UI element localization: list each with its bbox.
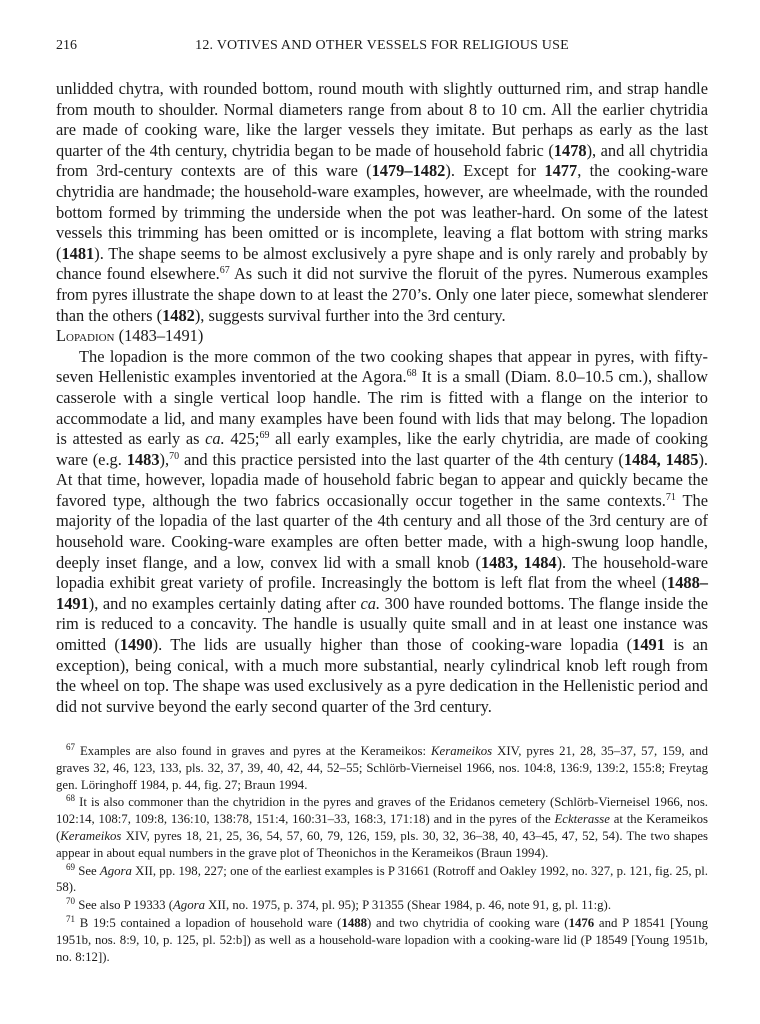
body-text bbox=[56, 79, 708, 717]
footnote-ref[interactable]: 70 bbox=[169, 450, 180, 462]
footnote-71: $^{71}$ B 19:5 contained a lopadion of household ware (1488) and two chytridia of cooking ware (1476 and P 18541 [Young 1951b, nos. 8:9, 10, p. 125, pl. 52:b]) as well as a household-ware lopadion with a cooking-ware lid (P 18549 [Young 1951b, no. 8:12]). bbox=[56, 913, 708, 964]
footnote-69: $^{69}$ See Agora XII, pp. 198, 227; one of the earliest examples is P 31661 (Rotroff and Oakley 1992, no. 327, p. 121, fig. 25, pl. 58). bbox=[56, 861, 708, 895]
footnote-ref[interactable]: 69 bbox=[259, 430, 270, 442]
footnote-70: $^{70}$ See also P 19333 (Agora XII, no. 1975, p. 374, pl. 95); P 31355 (Shear 1984, p. 46, note 91, g, pl. 11:g). bbox=[66, 896, 612, 913]
footnote-ref[interactable]: 68 bbox=[406, 368, 417, 380]
page bbox=[56, 38, 708, 717]
page-number: 216 bbox=[56, 38, 77, 53]
footnote-ref[interactable]: 67 bbox=[219, 265, 230, 277]
paragraph-chytridion: unlidded chytra, with rounded bottom, round mouth with slightly outturned rim, and strap handle from mouth to shoulder. Normal diameters range from about 8 to 10 cm. All the earlier chytridia are made of cooking ware, like the larger vessels they imitate. But perhaps as early as the last quarter of the 4th century, chytridia began to be made of household fabric (1478), and all chytridia from 3rd-century contexts are of this ware (1479–1482). Except for 1477, the cooking-ware chytridia are handmade; the household-ware examples, however, are wheelmade, with the rounded bottom formed by trimming the underside when the pot was leather-hard. On some of the latest vessels this trimming has been omitted or is incomplete, leaving a flat bottom with string marks (1481). The shape seems to be almost exclusively a pyre shape and is only rarely and probably by chance found elsewhere.$^{67}$ As such it did not survive the floruit of the pyres. Numerous examples from pyres illustrate the shape down to at least the 270’s. Only one later piece, somewhat slenderer than the others (1482), suggests survival further into the 3rd century. bbox=[56, 79, 709, 325]
footnote-ref[interactable]: 71 bbox=[665, 491, 676, 503]
section-heading: Lopadion (1483–1491) bbox=[56, 326, 204, 346]
footnotes bbox=[56, 743, 708, 966]
running-head: 12. VOTIVES AND OTHER VESSELS FOR RELIGIOUS USE bbox=[195, 38, 569, 53]
footnote-67: $^{67}$ Examples are also found in graves and pyres at the Kerameikos: Kerameikos XIV, pyres 21, 28, 35–37, 57, 159, and graves 32, 46, 123, 133, pls. 32, 37, 39, 40, 42, 44, 52–55; Schlörb-Vierneisel 1966, nos. 104:8, 136:9, 139:2, 155:8; Freytag gen. Löringhoff 1984, p. 44, fig. 27; Braun 1994. bbox=[56, 742, 708, 792]
page-header bbox=[56, 38, 708, 62]
paragraph-lopadion: The lopadion is the more common of the two cooking shapes that appear in pyres, with fifty-seven Hellenistic examples inventoried at the Agora.$^{68}$ It is a small (Diam. 8.0–10.5 cm.), shallow casserole with a single vertical loop handle. The rim is fitted with a flange on the interior to accommodate a lid, and many examples have been found with lids that may belong. The lopadion is attested as early as ca. 425;$^{69}$ all early examples, like the early chytridia, are made of cooking ware (e.g. 1483),$^{70}$ and this practice persisted into the last quarter of the 4th century (1484, 1485). At that time, however, lopadia made of household fabric began to appear and quickly became the favored type, although the two fabrics occasionally occur together in the same contexts.$^{71}$ The majority of the lopadia of the last quarter of the 4th century and all those of the 3rd century are of household ware. Cooking-ware examples are often better made, with a high-swung loop handle, deeply inset flange, and a low, convex lid with a small knob (1483, 1484). The household-ware lopadia exhibit great variety of profile. Increasingly the bottom is left flat from the wheel (1488–1491), and no examples certainly dating after ca. 300 have rounded bottoms. The flange inside the rim is reduced to a concavity. The handle is usually quite small and in at least one instance was omitted (1490). The lids are usually higher than those of cooking-ware lopadia (1491 is an exception), being conical, with a much more substantial, nearly cylindrical knob left rough from the wheel on top. The shape was used exclusively as a pyre dedication in the Hellenistic period and did not survive beyond the early second quarter of the 3rd century. bbox=[56, 346, 709, 716]
footnote-68: $^{68}$ It is also commoner than the chytridion in the pyres and graves of the Eridanos cemetery (Schlörb-Vierneisel 1966, nos. 102:14, 108:7, 109:8, 136:10, 138:78, 151:4, 160:31–33, 168:3, 171:18) and in the pyres of the Eckterasse at the Kerameikos (Kerameikos XIV, pyres 18, 21, 25, 36, 54, 57, 60, 79, 126, 159, pls. 30, 32, 36–38, 40, 43–45, 47, 52, 54). The two shapes appear in about equal numbers in the grave plot of Theonichos in the Kerameikos (Braun 1994). bbox=[56, 793, 709, 860]
